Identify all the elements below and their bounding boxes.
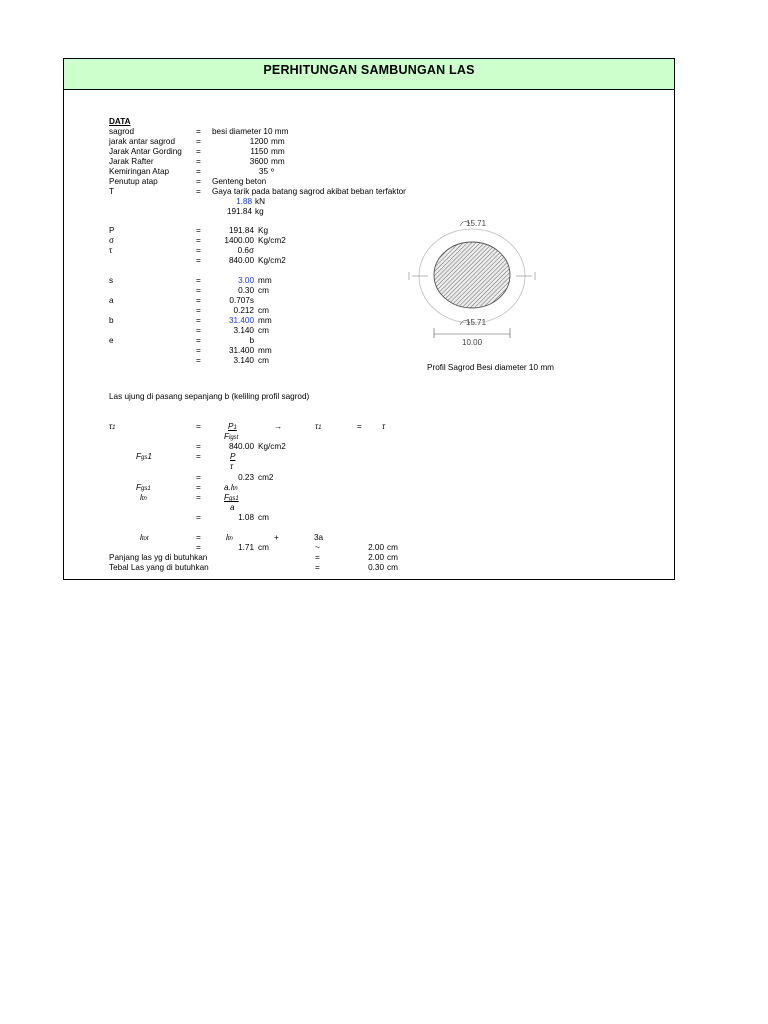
- a-denominator: a: [230, 503, 235, 512]
- equals: =: [196, 442, 201, 451]
- row-tau-denominator: [64, 462, 674, 472]
- value-171: 1.71: [238, 543, 254, 552]
- tau-right: τ: [382, 422, 386, 431]
- tau1-right-label: τ: [315, 422, 319, 431]
- equals: =: [196, 226, 201, 235]
- label-sigma: σ: [109, 236, 115, 245]
- row-a-denominator: [64, 503, 674, 513]
- data-heading-row: [64, 117, 674, 127]
- a-ltn-sub: tn: [232, 486, 238, 492]
- page-title: PERHITUNGAN SAMBUNGAN LAS: [64, 59, 674, 90]
- value-a-cm: 0.212: [233, 306, 254, 315]
- row-a-cm: [64, 306, 674, 316]
- equals: =: [196, 256, 201, 265]
- tau1-right-sub: 1: [318, 425, 322, 431]
- row-section-note: [64, 392, 674, 402]
- row-b: [64, 316, 674, 326]
- unit: cm: [258, 543, 269, 552]
- row-tau: [64, 246, 674, 256]
- row-sagrod: [64, 127, 674, 137]
- label-kemiringan-atap: Kemiringan Atap: [109, 167, 170, 176]
- tebal-las-value: 0.30: [368, 563, 384, 572]
- unit: Kg/cm2: [258, 442, 286, 451]
- value-T-kg: 191.84: [226, 207, 252, 216]
- P-numerator: P: [230, 452, 236, 461]
- panjang-las-value: 2.00: [368, 553, 384, 562]
- label-T: T: [109, 187, 115, 196]
- equals: =: [196, 137, 201, 146]
- a-ltn-label: a.l: [224, 483, 233, 492]
- row-171: [64, 543, 674, 553]
- three-a: 3a: [314, 533, 324, 542]
- ltn-sub: tn: [141, 496, 147, 502]
- value-108: 1.08: [238, 513, 254, 522]
- label-jarak-rafter: Jarak Rafter: [109, 157, 154, 166]
- ltn2-label: l: [226, 533, 228, 542]
- unit: cm: [258, 356, 269, 365]
- equals: =: [315, 553, 320, 562]
- value-200: 2.00: [368, 543, 384, 552]
- unit: Kg/cm2: [258, 236, 286, 245]
- row-e-mm: [64, 346, 674, 356]
- label-b: b: [109, 316, 114, 325]
- row-ltot: [64, 533, 674, 543]
- label-a: a: [109, 296, 114, 305]
- label-P: P: [109, 226, 115, 235]
- equals: =: [315, 563, 320, 572]
- row-023: [64, 473, 674, 483]
- row-sigma: [64, 236, 674, 246]
- F-main: F: [224, 432, 230, 441]
- equals: =: [196, 452, 201, 461]
- equals: =: [196, 296, 201, 305]
- ltot-label: l: [140, 533, 142, 542]
- value-sigma: 1400.00: [224, 236, 254, 245]
- row-e-cm: [64, 356, 674, 366]
- row-b-cm: [64, 326, 674, 336]
- tau-denominator: τ: [230, 462, 234, 471]
- row-jarak-rafter: [64, 157, 674, 167]
- equals: =: [196, 483, 201, 492]
- unit: kN: [255, 197, 266, 206]
- row-Fgs1-b: [64, 483, 674, 493]
- value-840: 840.00: [228, 442, 254, 451]
- Fgs1-sub: gs: [141, 455, 148, 461]
- equals: =: [196, 147, 201, 156]
- unit: mm: [258, 346, 272, 355]
- ltn-label: l: [140, 493, 142, 502]
- value-tau: 840.00: [228, 256, 254, 265]
- Fgs1-label: F: [136, 452, 142, 461]
- row-tau1: [64, 422, 674, 432]
- equals: =: [196, 493, 201, 502]
- equals: =: [196, 473, 201, 482]
- equals: =: [196, 157, 201, 166]
- Fgs1-sub-2: gs1: [141, 486, 151, 492]
- unit: cm: [258, 513, 269, 522]
- equals: =: [196, 543, 201, 552]
- value-a-formula: 0.707s: [229, 296, 254, 305]
- dim-top-label: 15.71: [466, 219, 487, 228]
- data-heading: DATA: [109, 117, 131, 126]
- value-e-cm: 3.140: [233, 356, 254, 365]
- figure-caption: Profil Sagrod Besi diameter 10 mm: [427, 363, 554, 372]
- unit: Kg/cm2: [258, 256, 286, 265]
- value-s: 3.00: [238, 276, 254, 285]
- equals: =: [196, 346, 201, 355]
- equals: =: [196, 533, 201, 542]
- row-108: [64, 513, 674, 523]
- row-kemiringan-atap: [64, 167, 674, 177]
- equals: =: [196, 187, 201, 196]
- equals: =: [196, 276, 201, 285]
- label-jarak-antar-sagrod: jarak antar sagrod: [109, 137, 175, 146]
- unit: mm: [271, 147, 285, 156]
- row-a: [64, 296, 674, 306]
- value-jarak-antar-sagrod: 1200: [249, 137, 268, 146]
- dim-bottom-label: 15.71: [466, 318, 487, 327]
- row-840: [64, 442, 674, 452]
- equals: =: [196, 246, 201, 255]
- ltn2-sub: tn: [227, 536, 233, 542]
- row-Fgs1: [64, 452, 674, 462]
- row-T-kn: [64, 197, 674, 207]
- tau1-sub: 1: [112, 425, 116, 431]
- equals: =: [196, 286, 201, 295]
- row-penutup-atap: [64, 177, 674, 187]
- tau1-label: τ: [109, 422, 113, 431]
- unit: º: [271, 167, 274, 176]
- plus: +: [274, 533, 279, 542]
- ltot-sub: tot: [141, 536, 149, 542]
- value-kemiringan-atap: 35: [258, 167, 268, 176]
- equals: =: [196, 513, 201, 522]
- row-s-cm: [64, 286, 674, 296]
- row-e: [64, 336, 674, 346]
- unit: cm: [387, 553, 398, 562]
- equals: =: [196, 422, 201, 431]
- P1-sub: 1: [233, 425, 237, 431]
- sagrod-section: [434, 242, 510, 308]
- row-F-denominator: [64, 432, 674, 442]
- equals: =: [196, 326, 201, 335]
- dim-width-label: 10.00: [462, 338, 483, 347]
- unit: cm: [258, 326, 269, 335]
- value-023: 0.23: [238, 473, 254, 482]
- arrow-icon: →: [274, 422, 283, 431]
- equals: =: [196, 316, 201, 325]
- label-s: s: [109, 276, 114, 285]
- tebal-las-label: Tebal Las yang di butuhkan: [109, 563, 209, 572]
- unit: cm: [258, 306, 269, 315]
- equals: =: [196, 356, 201, 365]
- equals: =: [196, 167, 201, 176]
- equals: =: [196, 127, 201, 136]
- equals: =: [196, 177, 201, 186]
- unit: cm: [387, 563, 398, 572]
- equals: =: [196, 236, 201, 245]
- value-penutup-atap: Genteng beton: [212, 177, 267, 186]
- calculation-sheet: [63, 58, 675, 580]
- unit: cm2: [258, 473, 274, 482]
- F-sub-lgst: lgst: [229, 435, 239, 441]
- unit: mm: [258, 316, 272, 325]
- value-e-mm: 31.400: [228, 346, 254, 355]
- equals: =: [196, 336, 201, 345]
- unit: kg: [255, 207, 264, 216]
- equals: =: [196, 306, 201, 315]
- row-T: [64, 187, 674, 197]
- value-jarak-rafter: 3600: [249, 157, 268, 166]
- row-tebal-las: [64, 563, 674, 573]
- sagrod-cross-section-svg: [404, 204, 554, 347]
- unit: mm: [271, 157, 285, 166]
- value-e-formula: b: [249, 336, 254, 345]
- sagrod-profile-drawing: [404, 204, 554, 347]
- panjang-las-label: Panjang las yg di butuhkan: [109, 553, 208, 562]
- value-b: 31.400: [228, 316, 254, 325]
- section-note: Las ujung di pasang sepanjang b (keliling profil sagrod): [109, 392, 310, 401]
- value-tau-formula: 0.6σ: [237, 246, 254, 255]
- row-P: [64, 226, 674, 236]
- value-jarak-antar-gording: 1150: [250, 147, 268, 156]
- row-panjang-las: [64, 553, 674, 563]
- value-sagrod: besi diameter 10 mm: [212, 127, 289, 136]
- unit: cm: [258, 286, 269, 295]
- value-b-cm: 3.140: [233, 326, 254, 335]
- unit: Kg: [258, 226, 269, 235]
- label-sagrod: sagrod: [109, 127, 135, 136]
- label-e: e: [109, 336, 114, 345]
- value-P: 191.84: [228, 226, 254, 235]
- unit: mm: [271, 137, 285, 146]
- label-jarak-antar-gording: Jarak Antar Gording: [109, 147, 182, 156]
- label-tau: τ: [109, 246, 113, 255]
- value-s-cm: 0.30: [238, 286, 254, 295]
- approx: ~: [315, 543, 320, 552]
- row-T-kg: [64, 207, 674, 217]
- row-jarak-antar-sagrod: [64, 137, 674, 147]
- unit: cm: [387, 543, 398, 552]
- value-T-description: Gaya tarik pada batang sagrod akibat beban terfaktor: [212, 187, 406, 196]
- row-jarak-antar-gording: [64, 147, 674, 157]
- row-tau-value: [64, 256, 674, 266]
- Fgs1-label-2: F: [136, 483, 142, 492]
- Fgs1-num-sub: gs1: [229, 496, 239, 502]
- row-ltn: [64, 493, 674, 503]
- unit: mm: [258, 276, 272, 285]
- row-s: [64, 276, 674, 286]
- equals: =: [357, 422, 362, 431]
- P1: P: [228, 422, 234, 431]
- value-T-kn: 1.88: [236, 197, 252, 206]
- Fgs1-num: F: [224, 493, 230, 502]
- Fgs1-idx: 1: [147, 452, 152, 461]
- label-penutup-atap: Penutup atap: [109, 177, 158, 186]
